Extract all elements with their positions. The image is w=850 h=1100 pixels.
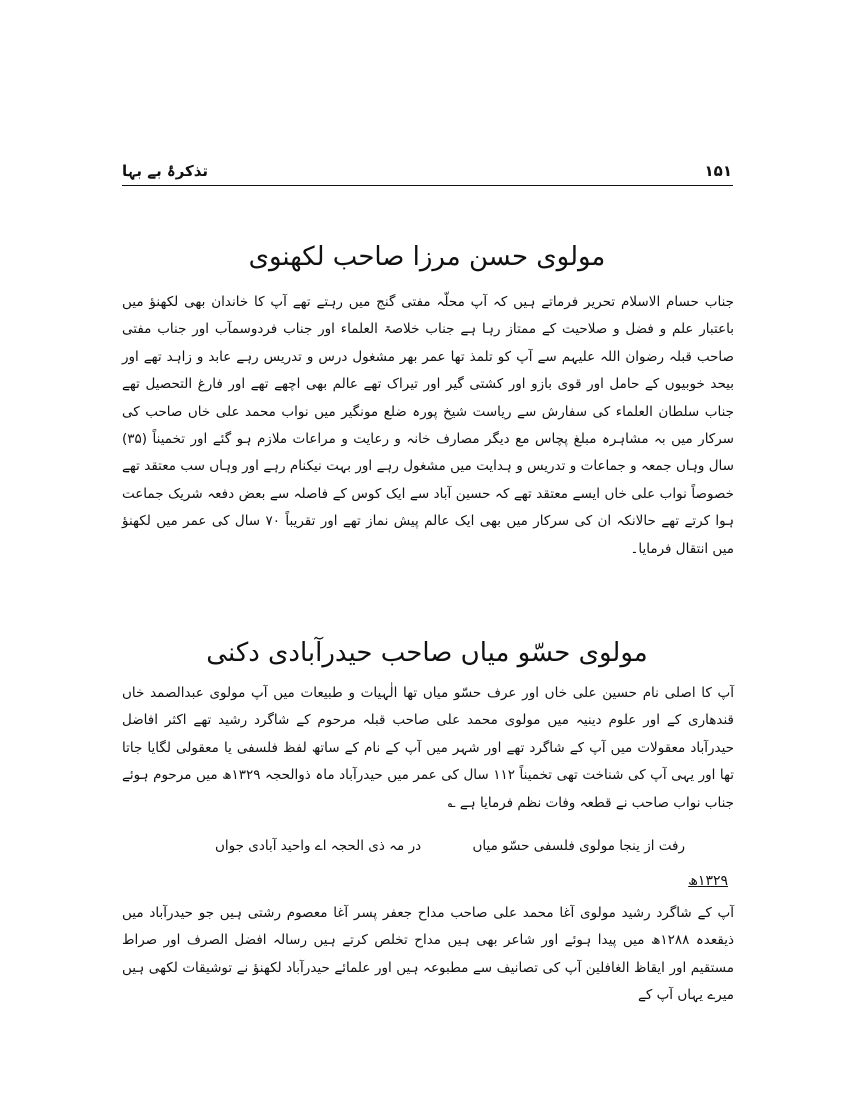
verse-first-hemistich: رفت از ینجا مولوی فلسفی حسّو میاں: [472, 838, 685, 854]
header-divider: [122, 185, 733, 186]
paragraph-hasan-mirza: جناب حسام الاسلام تحریر فرماتے ہیں کہ آپ محلّہ مفتی گنج میں رہتے تھے آپ کا خاندان بھی لکھنؤ میں باعتبار علم و فضل و صلاحیت کے ممتاز رہا ہے جناب خلاصۃ العلماء اور جناب فردوسمآب اور جناب مفتی صاحب قبلہ رضوان اللہ علیہم سے آپ کو تلمذ تھا عمر بھر مشغول درس و تدریس رہے عابد و زاہد تھے اور بیحد خوبیوں کے حامل اور قوی بازو اور کشتی گیر اور تیراک تھے عالم بھی اچھے تھے اور فارغ التحصیل تھے جناب سلطان العلماء کی سفارش سے ریاست شیخ پورہ ضلع مونگیر میں نواب محمد علی خاں صاحب کی سرکار میں بہ مشاہرہ مبلغ پچاس مع دیگر مصارف خانہ و رعایت و مراعات ملازم ہو گئے اور تخمیناً (۳۵) سال وہاں جمعہ و جماعات و تدریس و ہدایت میں مشغول رہے اور بہت نیکنام رہے اور وہاں سب معتقد تھے خصوصاً نواب علی خاں ایسے معتقد تھے کہ حسین آباد سے ایک کوس کے فاصلہ سے بعض دفعہ شریک جماعت ہوا کرتے تھے حالانکہ ان کی سرکار میں بھی ایک عالم پیش نماز تھے اور تقریباً ۷۰ سال کی عمر میں لکھنؤ میں انتقال فرمایا۔: [122, 294, 734, 557]
page-number: ۱۵۱: [704, 162, 732, 180]
section-heading-hassu-mian: مولوی حسّو میاں صاحب حیدرآبادی دکنی: [206, 638, 648, 668]
section-heading-hasan-mirza: مولوی حسن مرزا صاحب لکھنوی: [248, 242, 606, 272]
verse-couplet: [140, 838, 715, 862]
verse-second-hemistich: در مہ ذی الحجہ اے واحید آبادی جواں: [215, 838, 422, 854]
book-title: تذکرۂ بے بہا: [122, 162, 209, 180]
chronogram-year: ۱۳۲۹ھ: [688, 873, 728, 889]
paragraph-hassu-mian: آپ کا اصلی نام حسین علی خاں اور عرف حسّو میاں تھا الٰہیات و طبیعات میں آپ مولوی عبدالصمد خاں قندھاری کے اور علوم دینیہ میں مولوی محمد علی صاحب قبلہ مرحوم کے شاگرد رشید تھے اکثر افاضل حیدرآباد معقولات میں آپ کے شاگرد تھے اور شہر میں آپ کے نام کے ساتھ لفظ فلسفی یا معقولی لگایا جاتا تھا اور یہی آپ کی شناخت تھی تخمیناً ۱۱۲ سال کی عمر میں حیدرآباد ماہ ذوالحجہ ۱۳۲۹ھ میں مرحوم ہوئے جناب نواب صاحب نے قطعہ وفات نظم فرمایا ہے ؎: [122, 685, 735, 811]
paragraph-aga-muhammad-ali: آپ کے شاگرد رشید مولوی آغا محمد علی صاحب مداح جعفر پسر آغا معصوم رشتی ہیں جو حیدرآباد میں ذیقعدہ ۱۲۸۸ھ میں پیدا ہوئے اور شاعر بھی ہیں مداح تخلص کرتے ہیں رسالہ افضل الصرف اور صراط مستقیم اور ایقاظ الغافلین آپ کی تصانیف سے مطبوعہ ہیں اور علمائے حیدرآباد لکھنؤ نے توشیقات لکھی ہیں میرے یہاں آپ کے: [122, 905, 735, 1004]
